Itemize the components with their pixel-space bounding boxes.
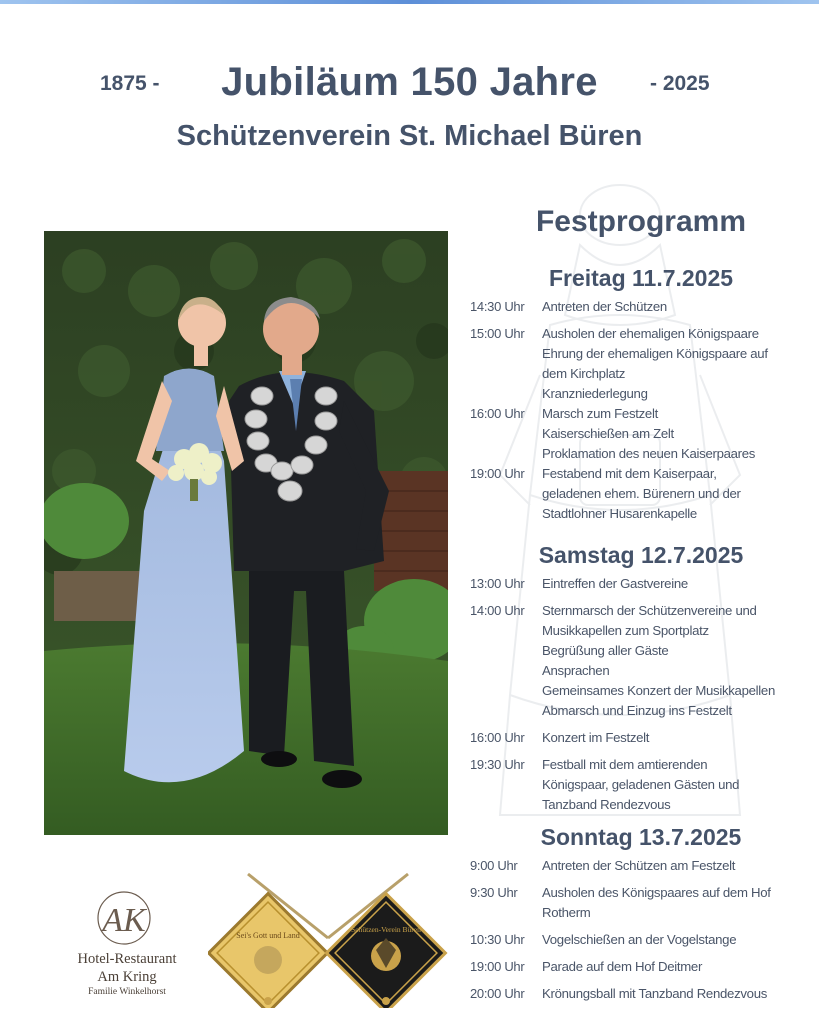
- event-time: 16:00 Uhr: [470, 406, 525, 421]
- event-time: 14:30 Uhr: [470, 299, 525, 314]
- event-description: Gemeinsames Konzert der Musikkapellen: [542, 683, 775, 698]
- program-heading: Festprogramm: [535, 205, 747, 238]
- day-title: Freitag 11.7.2025: [548, 265, 734, 291]
- couple-photo: [44, 231, 448, 835]
- event-description: Rotherm: [542, 905, 591, 920]
- day-title: Samstag 12.7.2025: [538, 542, 744, 568]
- sponsor-name-line2: Am Kring: [97, 969, 157, 985]
- event-description: geladenen ehem. Bürenern und der: [542, 486, 741, 501]
- year-start: 1875 -: [100, 72, 160, 95]
- svg-text:Sei's Gott und Land: Sei's Gott und Land: [236, 931, 300, 940]
- day-sunday: [470, 824, 812, 1011]
- event-description: Abmarsch und Einzug ins Festzelt: [542, 703, 732, 718]
- event-time: 19:30 Uhr: [470, 757, 525, 772]
- schedule-item: [470, 728, 812, 748]
- event-time: 15:00 Uhr: [470, 326, 525, 341]
- event-description: Marsch zum Festzelt: [542, 406, 658, 421]
- event-description: Ansprachen: [542, 663, 610, 678]
- event-time: 10:30 Uhr: [470, 932, 525, 947]
- page-title: Jubiläum 150 Jahre: [221, 60, 598, 104]
- event-description: Krönungsball mit Tanzband Rendezvous: [542, 986, 768, 1001]
- event-description: Konzert im Festzelt: [542, 730, 650, 745]
- event-time: 19:00 Uhr: [470, 959, 525, 974]
- year-end: - 2025: [650, 72, 710, 95]
- event-description: Musikkapellen zum Sportplatz: [542, 623, 709, 638]
- event-description: Festball mit dem amtierenden: [542, 757, 708, 772]
- event-time: 13:00 Uhr: [470, 576, 525, 591]
- schedule-item: [470, 324, 812, 404]
- event-description: Königspaar, geladenen Gästen und: [542, 777, 740, 792]
- couple-photo-illustration: [44, 231, 448, 835]
- monogram-ak-icon: [52, 885, 202, 955]
- sponsor-name-line1: Hotel-Restaurant: [77, 951, 177, 967]
- event-time: 20:00 Uhr: [470, 986, 525, 1001]
- schedule-item: [470, 883, 812, 923]
- schedule-item: [470, 984, 812, 1004]
- schedule-item: [470, 404, 812, 464]
- event-description: Tanzband Rendezvous: [542, 797, 671, 812]
- event-description: Stadtlohner Husarenkapelle: [542, 506, 697, 521]
- svg-text:AK: AK: [102, 902, 146, 939]
- event-time: 9:30 Uhr: [470, 885, 518, 900]
- event-description: Ehrung der ehemaligen Königspaare auf: [542, 346, 768, 361]
- day-friday: [470, 265, 812, 531]
- event-description: Antreten der Schützen am Festzelt: [542, 858, 736, 873]
- event-description: Kranzniederlegung: [542, 386, 648, 401]
- event-description: Ausholen des Königspaares auf dem Hof: [542, 885, 771, 900]
- schedule-item: [470, 601, 812, 721]
- day-saturday: [470, 542, 812, 822]
- schedule-item: [470, 297, 812, 317]
- top-accent-bar: [0, 0, 819, 4]
- event-description: Festabend mit dem Kaiserpaar,: [542, 466, 717, 481]
- event-time: 16:00 Uhr: [470, 730, 525, 745]
- schedule-item: [470, 957, 812, 977]
- club-name: Schützenverein St. Michael Büren: [176, 120, 643, 152]
- day-title: Sonntag 13.7.2025: [540, 824, 742, 850]
- sponsor-family: Familie Winkelhorst: [88, 987, 166, 997]
- event-time: 14:00 Uhr: [470, 603, 525, 618]
- event-description: Antreten der Schützen: [542, 299, 667, 314]
- event-description: Sternmarsch der Schützenvereine und: [542, 603, 757, 618]
- event-description: Begrüßung aller Gäste: [542, 643, 669, 658]
- event-description: Eintreffen der Gastvereine: [542, 576, 688, 591]
- event-time: 19:00 Uhr: [470, 466, 525, 481]
- event-description: Parade auf dem Hof Deitmer: [542, 959, 703, 974]
- schedule-item: [470, 755, 812, 815]
- club-banners-icon: [208, 868, 448, 1008]
- schedule-item: [470, 856, 812, 876]
- event-time: 9:00 Uhr: [470, 858, 518, 873]
- schedule-item: [470, 464, 812, 524]
- event-description: dem Kirchplatz: [542, 366, 626, 381]
- event-description: Vogelschießen an der Vogelstange: [542, 932, 737, 947]
- event-description: Proklamation des neuen Kaiserpaares: [542, 446, 756, 461]
- event-description: Ausholen der ehemaligen Königspaare: [542, 326, 759, 341]
- svg-text:Schützen-Verein Büren: Schützen-Verein Büren: [351, 925, 421, 934]
- schedule-item: [470, 930, 812, 950]
- event-description: Kaiserschießen am Zelt: [542, 426, 674, 441]
- schedule-item: [470, 574, 812, 594]
- sponsor-logo: [52, 885, 202, 1005]
